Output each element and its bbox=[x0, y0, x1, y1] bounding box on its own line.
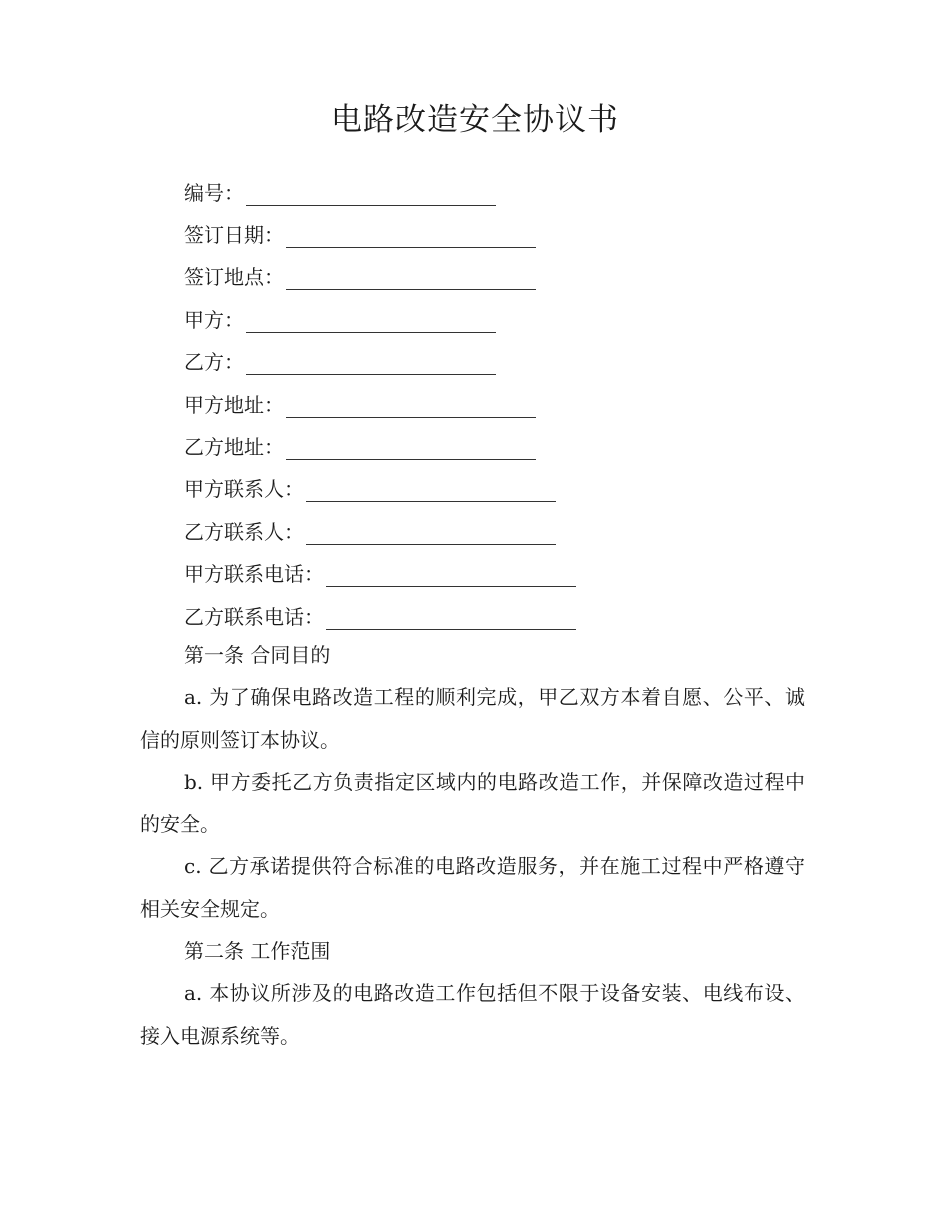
blank-line bbox=[326, 566, 576, 587]
clause-2-heading: 第二条 工作范围 bbox=[184, 939, 331, 964]
clause-1-heading: 第一条 合同目的 bbox=[184, 643, 331, 667]
field-label: 甲方地址： bbox=[184, 392, 284, 417]
info-fields bbox=[184, 170, 576, 636]
field-party-a-contact bbox=[184, 467, 576, 509]
field-label: 编号： bbox=[184, 180, 244, 205]
field-contract-number bbox=[184, 170, 576, 212]
field-label: 签订地点： bbox=[184, 265, 284, 290]
blank-line bbox=[246, 312, 496, 333]
clause-1-item-a: a. 为了确保电路改造工程的顺利完成，甲乙双方本着自愿、公平、诚信的原则签订本协议。 bbox=[140, 685, 805, 752]
field-sign-place bbox=[184, 255, 576, 297]
field-party-a-address bbox=[184, 382, 576, 424]
field-party-b-contact bbox=[184, 509, 576, 551]
field-label: 乙方： bbox=[184, 350, 244, 375]
field-label: 乙方联系电话： bbox=[184, 604, 324, 629]
field-label: 乙方联系人： bbox=[184, 519, 304, 544]
field-party-b-phone bbox=[184, 594, 576, 636]
blank-line bbox=[286, 269, 536, 290]
field-label: 甲方： bbox=[184, 307, 244, 332]
field-sign-date bbox=[184, 212, 576, 254]
field-party-a bbox=[184, 297, 576, 339]
blank-line bbox=[306, 524, 556, 545]
field-label: 乙方地址： bbox=[184, 435, 284, 460]
blank-line bbox=[286, 227, 536, 248]
clause-1-item-c: c. 乙方承诺提供符合标准的电路改造服务，并在施工过程中严格遵守相关安全规定。 bbox=[140, 854, 805, 921]
blank-line bbox=[246, 185, 496, 206]
blank-line bbox=[246, 354, 496, 375]
field-party-a-phone bbox=[184, 552, 576, 594]
field-party-b-address bbox=[184, 424, 576, 466]
agreement-body bbox=[140, 634, 805, 1057]
clause-1-item-b: b. 甲方委托乙方负责指定区域内的电路改造工作，并保障改造过程中的安全。 bbox=[140, 769, 805, 837]
field-party-b bbox=[184, 340, 576, 382]
document-title: 电路改造安全协议书 bbox=[331, 102, 619, 138]
blank-line bbox=[306, 481, 556, 502]
field-label: 甲方联系人： bbox=[184, 477, 304, 502]
field-label: 甲方联系电话： bbox=[184, 562, 324, 587]
blank-line bbox=[326, 609, 576, 630]
blank-line bbox=[286, 439, 536, 460]
field-label: 签订日期： bbox=[184, 223, 284, 248]
clause-2-item-a: a. 本协议所涉及的电路改造工作包括但不限于设备安装、电线布设、接入电源系统等。 bbox=[140, 981, 805, 1048]
blank-line bbox=[286, 397, 536, 418]
